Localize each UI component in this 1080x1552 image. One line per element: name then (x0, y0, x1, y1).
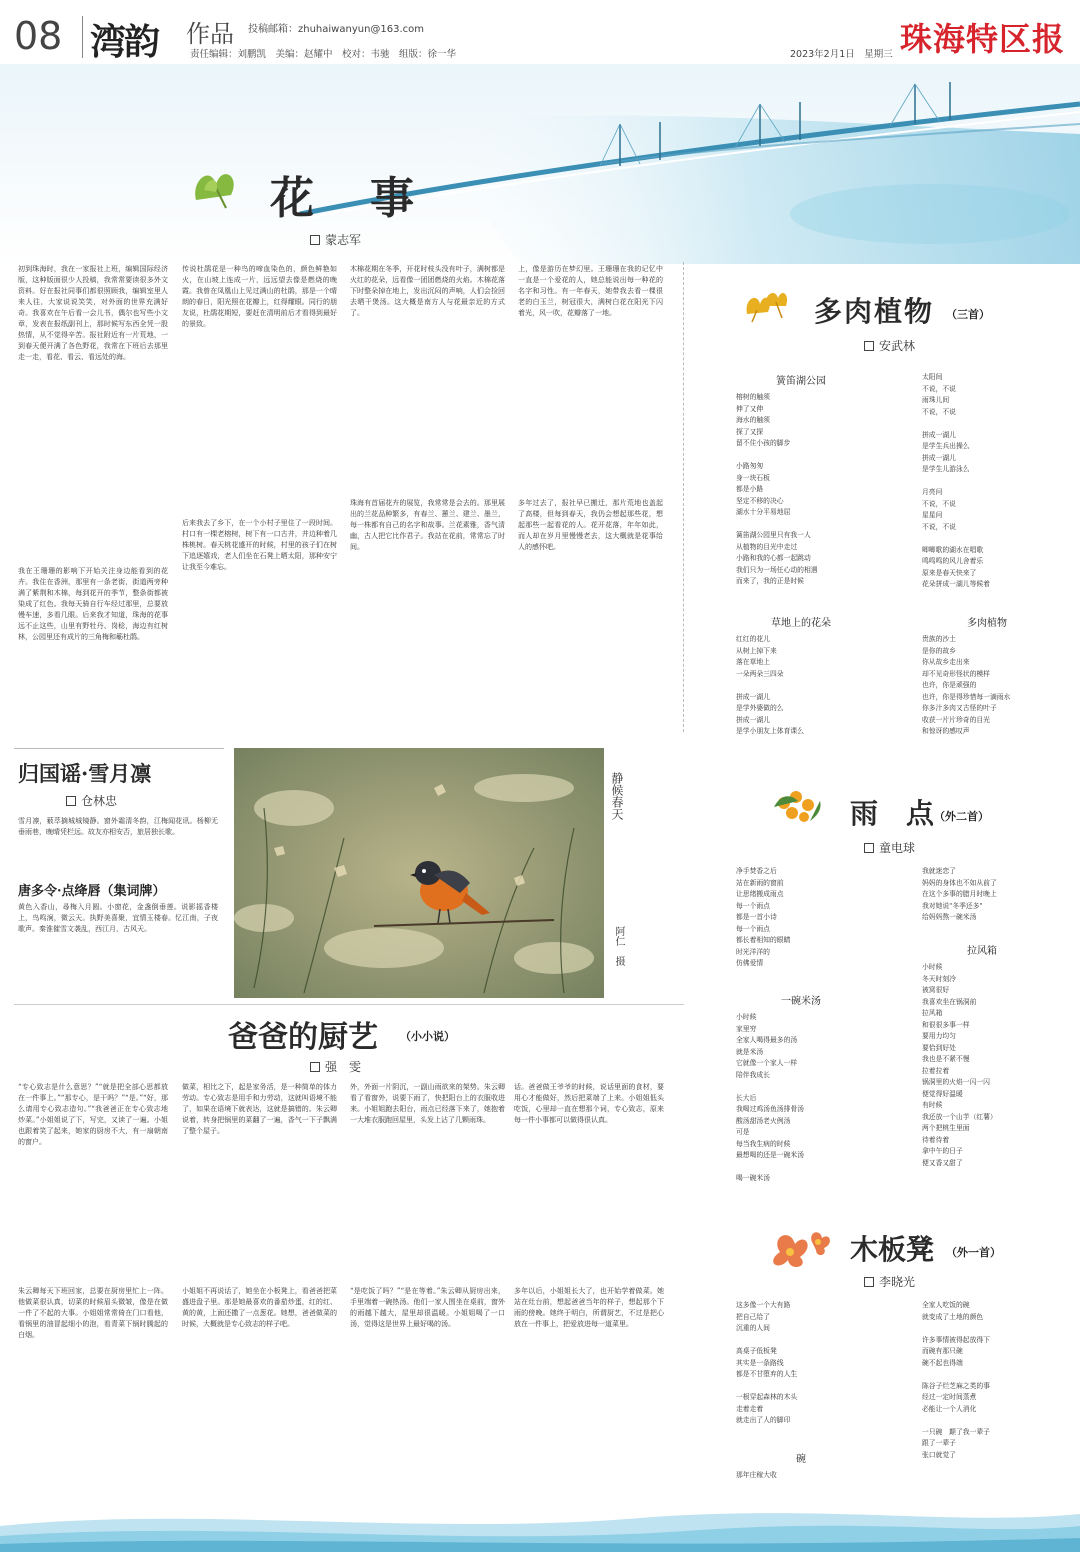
huashi-col1: 初到珠海时，我在一家报社上班，编辑国际经济版，这种版面很少人投稿，我常常要读很多外文资料。好在报社同事们都很照顾我，编辑室里人来人往，大家说说笑笑，对外面的世界充满好奇。我喜欢在午后看一会儿书，偶尔也写些小文章，发表在报纸副刊上，那时候写东西全凭一股热情，从不觉得辛苦。报社附近有一片荒地，一到春天便开满了各色野花，我常在下班后去那里走一走，看花、看云、看远处的海。 (18, 265, 168, 361)
yudian-poem1: 净手焚香之后 站在新雨的窗前 让思绪搬成雨点 每一个雨点 都是一首小诗 每一个雨点 都长着相知的眼睛 时光洋洋的 仿佛爱情 (736, 867, 791, 967)
tangduoling-text: 黄色入香山，尋梅入月圆。小窗花，金盏倒垂莲。说影摇香楼上，鸟鸣涧，微云天。执野美喜聚，宜情玉楼春。忆江南，子夜歌声。秦淮催雪文袭乱，西江月，古风天。 (18, 903, 218, 933)
ginkgo-flower-icon (742, 284, 792, 324)
duorou-poem2-title: 草地上的花朵 (771, 618, 831, 629)
bridge-banner (0, 64, 1080, 264)
muban-poem2: 那年庄稼大收 (736, 1471, 777, 1479)
header (0, 0, 1080, 68)
baba-col7: 话。爸爸做王爷爷的时候，说话里面的食材，要用心才能做好，然后把菜端了上来。小姐姐低头吃饭，心里却一直在想那个词，专心致志，原来每一件小事都可以做得很认真。 (514, 1083, 664, 1124)
editor-line: 责任编辑：刘鹏凯 美编：赵耀中 校对：韦驰 组版：徐一华 (190, 49, 457, 60)
yudian-note: （外二首） (934, 810, 989, 823)
red-blossom-icon (760, 1222, 840, 1282)
yudian-poem4-title: 拉风箱 (967, 946, 997, 957)
bird-photo (234, 748, 604, 998)
header-date: 2023年2月1日 星期三 (790, 49, 893, 60)
ginkgo-leaf-icon (186, 160, 246, 210)
header-divider (82, 16, 83, 58)
huashi-col5: 木棉花期在冬季，开花时枝头没有叶子，满树都是火红的花朵，远看像一团团燃烧的火焰。木棉花落下时整朵掉在地上，发出沉闷的声响，人们会捡回去晒干煲汤。这大概是南方人与花最亲近的方式了。 (350, 265, 505, 317)
duorou-poem1: 榕树的触须 伸了又伸 海水的触须 探了又探 留不住小孩的脚步 小路匆匆 身一块石板 都是小路 坚定不移的决心 湖水十分平易地屈 簧笛湖公园里只有我一人 从植物的目光中走过 小路和我的心都一起跳动 我们只为一场任心动的相遇 而来了，我的正是时候 (736, 393, 818, 585)
guiguo-text: 雪月凛，薮萃摘城城镜静。窗外霜清冬韵，江梅闻花讯。杨柳无垂雨巷，晚晴凭栏远。故友亦相安否，旅居独长歌。 (18, 817, 218, 836)
duorou-poem1b: 太阳间 不说，不说 雨珠儿间 不说，不说 拼成一湖儿 是学生兵出操么 拼成一湖儿 是学生儿游泳么 月亮问 不说，不说 星星问 不说，不说 唧唧歌的湖水在唱歌 鸣鸣鸣的风儿舍着乐 原来是春天快来了 花朵拼成一湖儿等候着 (922, 373, 990, 588)
page-number: 08 (14, 14, 63, 58)
muban-poem1: 这多像一个大有路 把自己给了 沉重的人间 高桌子低板凳 其实是一条路线 都是不甘堕弃的人生 一根穿起森林的木头 走着走着 就走出了人的脚印 (736, 1301, 798, 1424)
baba-author: 强 雯 (310, 1058, 361, 1075)
yudian-title: 雨 点 (850, 797, 935, 830)
mid-divider (14, 1004, 684, 1005)
baba-col1: “专心致志是什么意思？”“就是把全部心思都放在一件事上。”“那专心，是干吗？”“是。”“好，那么请用专心致志造句。”“我爸爸正在专心致志地炒菜。”小姐姐说了下，写完，又读了一遍。小姐也跟着笑了起来，她家的厨房不大，有一扇朝南的窗户。 (18, 1083, 168, 1146)
yudian-poem2-title: 一碗米汤 (781, 996, 821, 1007)
muban-author: 李晓光 (864, 1273, 915, 1290)
muban-title: 木板凳 (850, 1233, 935, 1266)
baba-col5: 外，外面一片阴沉，一副山雨欲来的架势。朱云卿看了看窗外，说要下雨了，快把阳台上的衣服收进来。小姐姐跑去阳台，雨点已经落下来了，她抱着一大堆衣服跑回屋里，头发上沾了几颗雨珠。 (350, 1083, 505, 1124)
huashi-col3: 传说杜鹃花是一种鸟的啼血染色的，颜色鲜艳如火，在山坡上连成一片，远远望去像是燃烧的晚霞。我曾在凤凰山上见过满山的杜鹃，那是一个晴朗的春日，阳光照在花瓣上，红得耀眼。同行的朋友说，杜鹃花期短，要赶在清明前后才看得到最好的景致。 (182, 265, 337, 328)
huashi-title: 花 事 (270, 173, 420, 224)
photo-credit: 阿仁 摄 (613, 926, 624, 966)
huashi-col2: 我在王珊珊的影响下开始关注身边能看到的花卉。我住在香洲，那里有一条老街，街道两旁种满了紫荆和木棉，每到花开的季节，整条街都被染成了红色。我每天骑自行车经过那里，总要放慢车速，多看几眼。后来我才知道，珠海的花事远不止这些，山里有野牡丹、岗稔，海边有红树林，公园里还有成片的三角梅和簕杜鹃。 (18, 567, 168, 641)
yudian-author: 童电球 (864, 839, 915, 856)
duorou-poem2: 红红的花儿 从树上掉下来 落在草地上 一朵两朵三四朵 拼成一湖儿 是学外婆做的么 拼成一湖儿 是学小朋友上体育课么 (736, 635, 804, 735)
duorou-poem1-title: 簧笛湖公园 (776, 376, 826, 387)
photo-caption: 静候春天 (610, 772, 624, 820)
huashi-col6: 珠海有首届花卉的展览，我常常是会去的。那里展出的兰花品种繁多，有春兰、蕙兰、建兰、墨兰，每一株都有自己的名字和故事。兰花素雅，香气清幽，古人把它比作君子。我站在花前，常常忘了时间。 (350, 499, 505, 551)
tangduoling-title: 唐多令·点绛唇（集词牌） (18, 884, 166, 899)
baba-title: 爸爸的厨艺 (228, 1020, 378, 1055)
baba-col2: 朱云卿每天下班回家，总要在厨房里忙上一阵。他做菜很认真，切菜的时候眉头微皱，像是在做一件了不起的大事。小姐姐常常倚在门口看他，看锅里的油冒起细小的泡，看青菜下锅时腾起的白烟。 (18, 1287, 168, 1339)
baba-col8: 多年以后，小姐姐长大了，也开始学着做菜。她站在灶台前，想起爸爸当年的样子，想起那个下雨的傍晚。她终于明白，所谓厨艺，不过是把心放在一件事上，把爱放进每一道菜里。 (514, 1287, 664, 1328)
left-divider (14, 748, 224, 749)
guiguo-author: 仓林忠 (66, 792, 117, 809)
duorou-title: 多肉植物 (814, 295, 935, 328)
huashi-col8: 多年过去了，报社早已搬迁，那片荒地也盖起了高楼，但每到春天，我仍会想起那些花，想起那些一起看花的人。花开花落，年年如此，而人却在岁月里慢慢老去，这大概就是花事给人的感怀吧。 (518, 499, 663, 551)
column-divider (683, 262, 684, 732)
baba-note: （小小说） (400, 1030, 455, 1043)
baba-col4: 小姐姐不再说话了，她坐在小板凳上，看爸爸把菜盛进盘子里。那是她最喜欢的番茄炒蛋，红的红、黄的黄，上面还撒了一点葱花。她想，爸爸做菜的时候，大概就是专心致志的样子吧。 (182, 1287, 337, 1328)
section-logo: 湾韵 (90, 21, 159, 63)
section-name: 作品 (186, 20, 234, 48)
huashi-col7: 上，像是游历在梦幻里。王珊珊在我的记忆中一直是一个爱花的人，她总能说出每一种花的名字和习性。有一年春天，她带我去看一棵很老的白玉兰，树冠很大，满树白花在阳光下闪着光，风一吹，花瓣落了一地。 (518, 265, 663, 317)
paper-name: 珠海特区报 (900, 20, 1066, 58)
huashi-col4: 后来我去了乡下，在一个小村子里住了一段时间。村口有一棵老榕树，树下有一口古井，井边种着几株桃树。春天桃花盛开的时候，村里的孩子们在树下追逐嬉戏，老人们坐在石凳上晒太阳，那种安宁让我至今难忘。 (182, 519, 337, 571)
contribute-email: 投稿邮箱：zhuhaiwanyun@163.com (248, 24, 425, 35)
duorou-note: （三首） (946, 308, 990, 321)
huashi-author: 蒙志军 (310, 231, 361, 248)
muban-poem3: 全家人吃饭的碗 就变成了土地的颜色 许多事情被得起放得下 而碗有那只碗 碗不起也得端 陈谷子烂芝麻之类的事 经过一定时间蒸煮 必能让一个人消化 一只碗 颠了我一辈子 跟了一辈子 张口就觉了 (922, 1301, 990, 1459)
yudian-poem3: 我就迷恋了 妈妈的身体也不如从前了 在这个多事的腊月时晚上 我对她说"冬季还多" 给妈妈熬一碗米汤 (922, 867, 997, 921)
guiguo-title: 归国谣·雪月凛 (18, 761, 152, 786)
duorou-author: 安武林 (864, 337, 915, 354)
osmanthus-icon (770, 785, 824, 829)
bottom-wave (0, 1496, 1080, 1552)
baba-col6: “是吃饭了吗？”“是在等着。”朱云卿从厨房出来，手里端着一碗热汤。他们一家人围坐在桌前，窗外的雨越下越大，屋里却很温暖。小姐姐喝了一口汤，觉得这是世界上最好喝的汤。 (350, 1287, 505, 1328)
duorou-poem3-title: 多肉植物 (967, 618, 1007, 629)
muban-note: （外一首） (946, 1246, 1001, 1259)
muban-poem2-title: 碗 (796, 1454, 806, 1465)
baba-col3: 做菜，相比之下，起是家务活，是一种简单的体力劳动。专心致志是用手和力劳动，这就叫语境不能了，如果在语境下就表达，这就是搞错的。朱云卿说着，转身把锅里的菜翻了一遍，香气一下子飘满了整个屋子。 (182, 1083, 337, 1135)
yudian-poem2: 小时候 家里穷 全家人喝得最多的汤 就是米汤 它就像一个家人一样 陪伴我成长 长大后 我喝过鸡汤鱼汤排骨汤 酸汤甜汤老火例汤 可是 每当我生病的时候 最想喝的还是一碗米汤 喝一碗米汤 (736, 1013, 804, 1182)
duorou-poem3: 贵族的沙土 是你的故乡 你从故乡走出来 却不见奇形怪状的模样 也许，你是顽强的 也许，你是得珍惜每一滴雨水 你多汁多肉又古怪的叶子 收获一片片珍奇的目光 和惊讶的感叹声 (922, 635, 1011, 735)
yudian-poem4: 小时候 冬天时刻冷 被窝很好 我喜欢坐在锅洞前 拉风箱 和很很多事一样 要用力均匀 要恰到好处 我也是不紧不慢 拉着拉着 锅洞里的火焰一闪一闪 便觉得好温暖 有时候 我还放一个山芋（红薯） 两个把桃生里面 待着待着 拿中午的日子 便又香又甜了 (922, 963, 997, 1167)
